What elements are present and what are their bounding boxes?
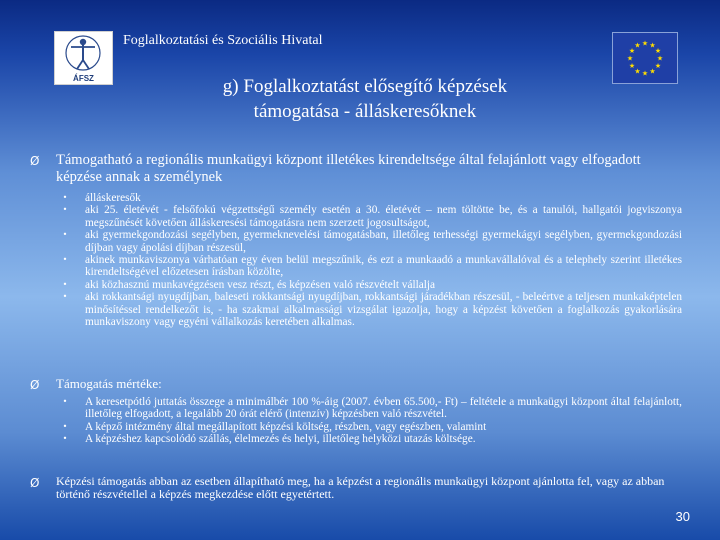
afsz-logo-emblem-icon: [55, 32, 112, 76]
eligibility-item: [60, 192, 682, 204]
eligibility-item-text: álláskeresők: [85, 192, 141, 204]
support-amount-item: [60, 396, 682, 421]
eu-flag-icon: [612, 32, 678, 84]
eu-star-icon: ★: [634, 41, 641, 50]
eu-star-icon: ★: [654, 62, 662, 70]
eligibility-item: [60, 291, 682, 328]
bullet-dot-icon: •: [62, 230, 68, 240]
eu-star-icon: ★: [641, 69, 649, 78]
bullet-dot-icon: •: [62, 279, 68, 289]
bullet-dot-icon: •: [62, 255, 68, 265]
bullet-dot-icon: •: [62, 397, 68, 406]
arrow-bullet-icon: Ø: [30, 476, 40, 490]
slide-title-line-2: támogatása - álláskeresőknek: [253, 101, 477, 122]
eu-star-icon: ★: [649, 41, 656, 50]
agency-name: Foglalkoztatási és Szociális Hivatal: [123, 33, 323, 48]
slide-title-line-1: g) Foglalkoztatást elősegítő képzések: [222, 76, 508, 97]
support-amount-list: [60, 396, 682, 446]
bullet-dot-icon: •: [62, 421, 68, 431]
eu-star-icon: ★: [628, 62, 636, 70]
eligibility-item-text: aki közhasznú munkavégzésen vesz részt, és képzésen való részvételt vállalja: [85, 278, 436, 291]
eligibility-item-text: aki gyermekgondozási segélyben, gyermeknevelési támogatásban, illetőleg terhességi gyermekágyi segélyben, gyermekgondozási díjban vagy ápolási díjban részesül,: [85, 229, 682, 254]
support-amount-item-text: A keresetpótló juttatás összege a minimálbér 100 %-áig (2007. évben 65.500,- Ft) – feltétele a munkaügyi központ által felajánlott, illetőleg elfogadott, a legalább 20 órát elérő (intenzív) képzésben való részvétel.: [85, 396, 682, 421]
afsz-logo-text: ÁFSZ: [73, 74, 94, 83]
eu-star-icon: ★: [654, 47, 662, 55]
eligibility-item-text: aki rokkantsági nyugdíjban, baleseti rokkantsági nyugdíjban, rokkantsági járadékban részesül, - beleértve a teljesen munkaképtelen minősítéssel rendelkezőt is, - ha szakmai alkalmassági vizsgálat igazolja, hogy a képzést követően a foglalkozás gyakorlására munkaviszony vagy egyéni vállalkozás keretében alkalmas.: [85, 291, 682, 329]
eu-star-icon: ★: [641, 39, 649, 48]
eu-star-icon: ★: [649, 67, 656, 76]
eu-star-icon: ★: [634, 67, 641, 76]
support-amount-item-text: A képző intézmény által megállapított képzési költség, részben, vagy egészben, valamint: [85, 420, 487, 433]
arrow-bullet-icon: Ø: [30, 154, 40, 168]
eligibility-item: [60, 204, 682, 229]
afsz-logo: [54, 31, 113, 85]
support-condition-text: Képzési támogatás abban az esetben állapítható meg, ha a képzést a regionális munkaügyi központ ajánlotta fel, vagy az abban történő részvétellel a képzés megkezdése előtt egyetértett.: [56, 474, 665, 501]
eligibility-intro: Támogatható a regionális munkaügyi központ illetékes kirendeltsége által felajánlott vagy elfogadott képzése annak a személynek: [56, 152, 641, 185]
eligibility-item: [60, 279, 682, 291]
eligibility-item: [60, 254, 682, 279]
bullet-dot-icon: •: [62, 292, 68, 302]
eu-star-icon: ★: [628, 47, 636, 55]
eligibility-item: [60, 229, 682, 254]
support-amount-item: [60, 421, 682, 433]
support-amount-heading: Támogatás mértéke:: [56, 376, 162, 391]
eligibility-list: [60, 192, 682, 328]
eligibility-item-text: aki 25. életévét - felsőfokú végzettségű személy esetén a 30. életévét – nem töltötte be, és a tanulói, hallgatói jogviszonya megszűnését követően álláskeresési támogatásra nem szerzett jogosultságot,: [85, 204, 682, 229]
bullet-dot-icon: •: [62, 193, 68, 202]
page-number: 30: [675, 509, 690, 524]
slide-title: [150, 74, 580, 124]
support-amount-item: [60, 433, 682, 445]
eu-star-icon: ★: [626, 54, 634, 63]
support-amount-item-text: A képzéshez kapcsolódó szállás, élelmezés és helyi, illetőleg helyközi utazás költsége.: [85, 433, 476, 446]
arrow-bullet-icon: Ø: [30, 378, 40, 392]
eligibility-item-text: akinek munkaviszonya várhatóan egy éven belül megszűnik, és ezt a munkaadó a munkavállalóval és a telephely szerint illetékes kirendeltségével előzetesen írásban közölte,: [85, 254, 682, 279]
bullet-dot-icon: •: [62, 205, 68, 215]
bullet-dot-icon: •: [62, 434, 68, 444]
eu-star-icon: ★: [656, 54, 664, 63]
